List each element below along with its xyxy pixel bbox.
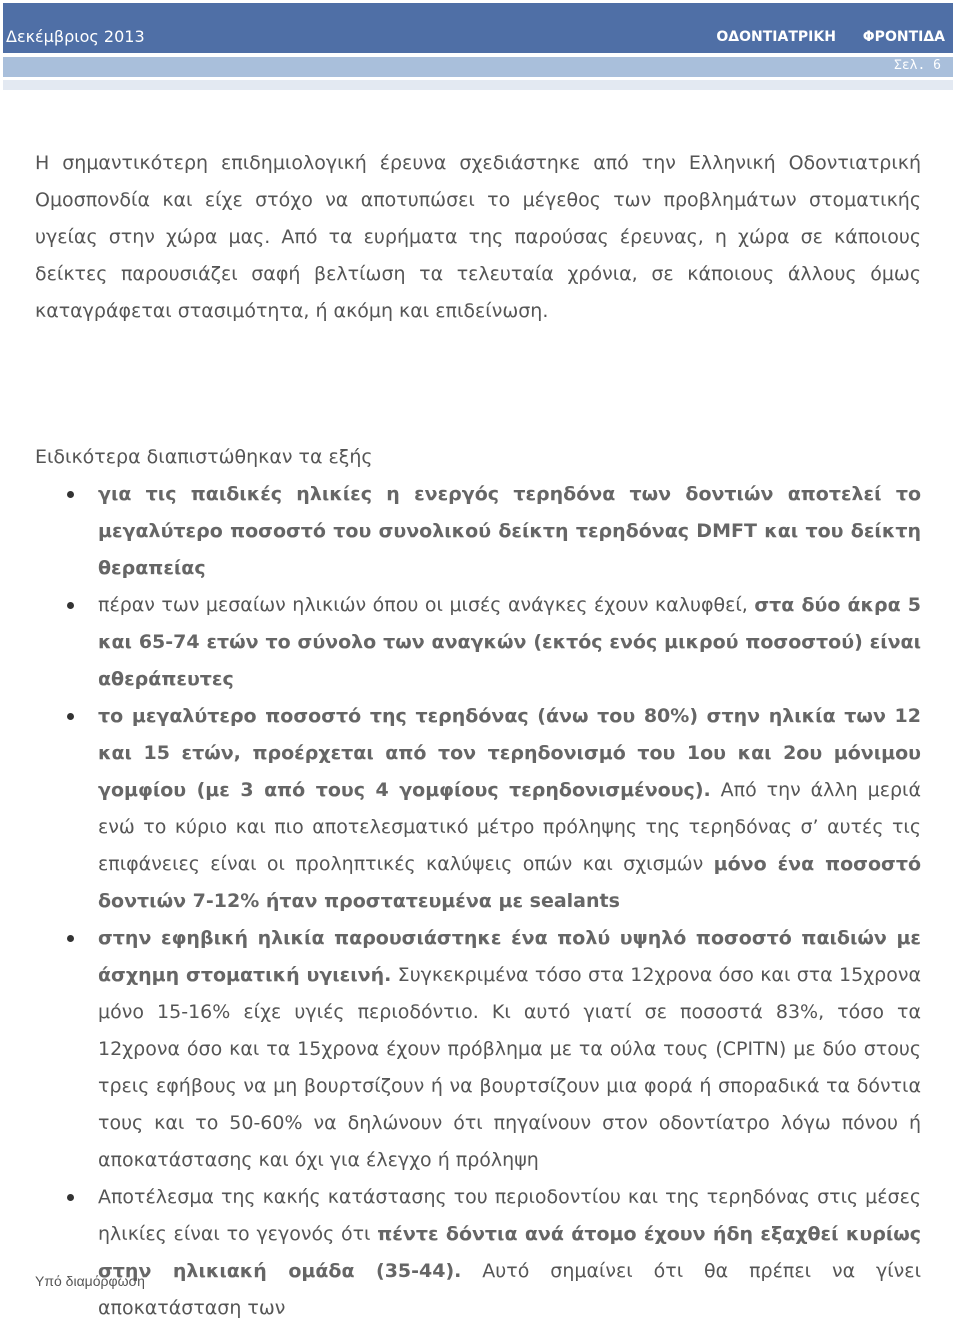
page-number-bar: [3, 57, 953, 77]
finding-item-1: [98, 476, 921, 587]
finding-2-bold: στα δύο άκρα 5 και 65-74 ετών το σύνολο των αναγκών (εκτός ενός μικρού ποσοστού) είναι αθεράπευτες: [98, 594, 921, 690]
intro-paragraph: Η σημαντικότερη επιδημιολογική έρευνα σχεδιάστηκε από την Ελληνική Οδοντιατρική Ομοσπονδία και είχε στόχο να αποτυπώσει το μέγεθος των προβλημάτων στοματικής υγείας στην χώρα μας. Από τα ευρήματα της παρούσας έρευνας, η χώρα σε κάποιους δείκτες παρουσιάζει σαφή βελτίωση τα τελευταία χρόνια, σε κάποιους άλλους όμως καταγράφεται στασιμότητα, ή ακόμη και επιδείνωση.: [35, 152, 921, 322]
findings-list: [0, 476, 960, 1327]
finding-3-text: Από την άλλη μεριά ενώ το κύριο και πιο αποτελεσματικό μέτρο πρόληψης της τερηδόνας σ’ αυτές τις επιφάνειες είναι οι προληπτικές καλύψεις οπών και σχισμών: [98, 779, 921, 875]
finding-item-3: [98, 698, 921, 920]
finding-5-text-2: Αυτό σημαίνει ότι θα πρέπει να γίνει αποκατάσταση των: [98, 1260, 921, 1319]
header-divider: [3, 80, 953, 90]
bullet-icon: [67, 713, 74, 720]
finding-4-bold: στην εφηβική ηλικία παρουσιάστηκε ένα πολύ υψηλό ποσοστό παιδιών με άσχημη στοματική υγιεινή.: [98, 927, 921, 986]
finding-2-text: πέραν των μεσαίων ηλικιών όπου οι μισές ανάγκες έχουν καλυφθεί,: [98, 594, 755, 616]
header-date: Δεκέμβριος 2013: [6, 27, 145, 46]
finding-item-2: [98, 587, 921, 698]
header-bar: [3, 3, 953, 53]
bullet-icon: [67, 935, 74, 942]
finding-item-5: [98, 1179, 921, 1327]
bullet-icon: [67, 602, 74, 609]
finding-item-4: [98, 920, 921, 1179]
finding-4-text: Συγκεκριμένα τόσο στα 12χρονα όσο και στα 15χρονα μόνο 15-16% είχε υγιές περιοδόντιο. Κι αυτό γιατί σε ποσοστά 83%, τόσο τα 12χρονα όσο και τα 15χρονα έχουν πρόβλημα με τα ούλα τους (CPITN) με δύο στους τρεις εφήβους να μη βουρτσίζουν ή να βουρτσίζουν μια φορά ή σποραδικά τα δόντια τους και το 50-60% να δηλώνουν ότι πηγαίνουν στον οδοντίατρο λόγω πόνου ή αποκατάστασης και όχι για έλεγχο ή πρόληψη: [98, 964, 922, 1171]
findings-lead: Ειδικότερα διαπιστώθηκαν τα εξής: [35, 446, 373, 468]
bullet-icon: [67, 1194, 74, 1201]
bullet-icon: [67, 491, 74, 498]
page-number: Σελ. 6: [894, 58, 941, 73]
finding-3-bold-2: μόνο ένα ποσοστό δοντιών 7-12% ήταν προστατευμένα με sealants: [98, 853, 921, 912]
footer-note: Υπό διαμόρφωση: [35, 1273, 145, 1289]
finding-3-bold-1: το μεγαλύτερο ποσοστό της τερηδόνας (άνω του 80%) στην ηλικία των 12 και 15 ετών, προέρχεται από τον τερηδονισμό του 1ου και 2ου μόνιμου γομφίου (με 3 από τους 4 γομφίους τερηδονισμένους).: [98, 705, 921, 801]
finding-1-bold: για τις παιδικές ηλικίες η ενεργός τερηδόνα των δοντιών αποτελεί το μεγαλύτερο ποσοστό του συνολικού δείκτη τερηδόνας DMFT και του δείκτη θεραπείας: [98, 483, 921, 579]
header-title: ΟΔΟΝΤΙΑΤΡΙΚΗ ΦΡΟΝΤΙΔΑ: [716, 29, 945, 45]
finding-5-text-1: Αποτέλεσμα της κακής κατάστασης του περιοδοντίου και της τερηδόνας στις μέσες ηλικίες είναι το γεγονός ότι: [98, 1186, 921, 1245]
finding-5-bold: πέντε δόντια ανά άτομο έχουν ήδη εξαχθεί κυρίως στην ηλικιακή ομάδα (35-44).: [98, 1223, 921, 1282]
